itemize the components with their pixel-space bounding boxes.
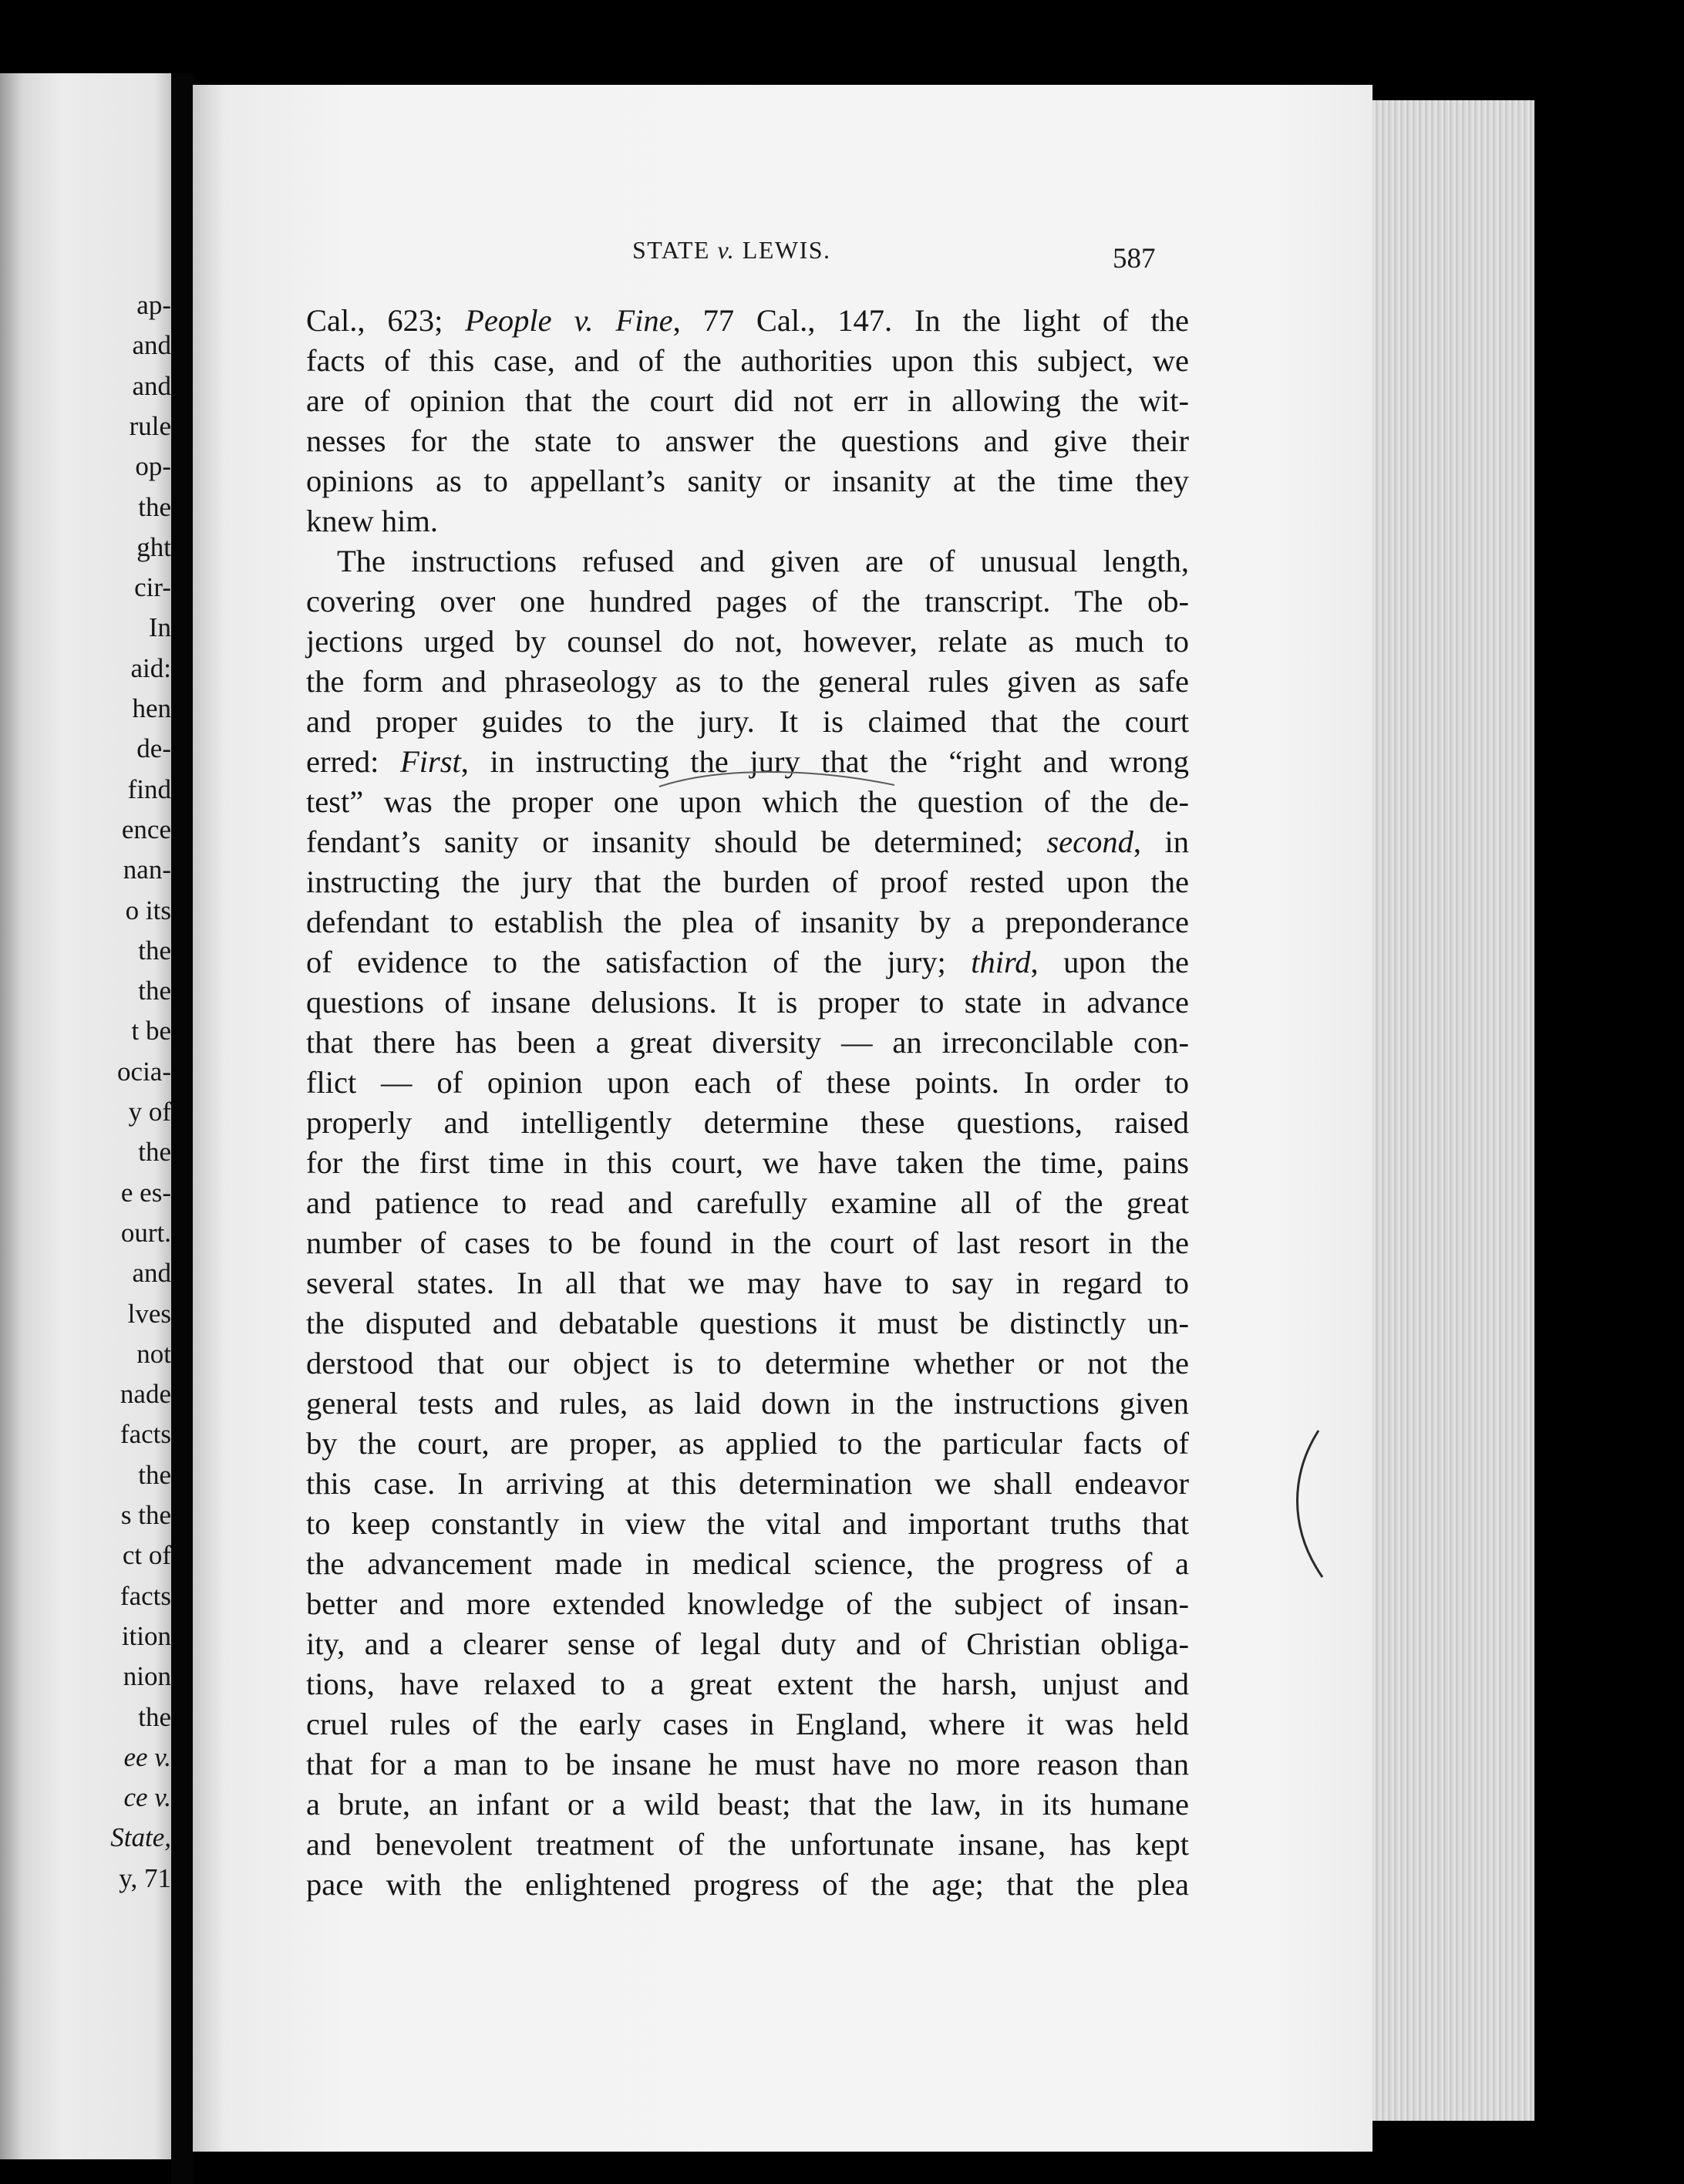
margin-pencil-bracket [1288, 1427, 1334, 1581]
text-line: tions, have relaxed to a great extent the harsh, unjust and [306, 1667, 1189, 1701]
text-line: Cal., 623; People v. Fine, 77 Cal., 147. In the light of the [306, 303, 1189, 338]
left-page-line-fragment: o its [125, 895, 171, 925]
text-line: are of opinion that the court did not err in allowing the wit- [306, 383, 1189, 418]
book-fore-edge [1372, 100, 1542, 2121]
left-page-line-fragment: nion [123, 1661, 171, 1691]
left-page-line-fragment: op- [135, 451, 171, 481]
text-line: and proper guides to the jury. It is claimed that the court [306, 704, 1189, 739]
left-page-line-fragment: the [138, 935, 171, 966]
text-line: opinions as to appellant’s sanity or insanity at the time they [306, 463, 1189, 498]
text-line: defendant to establish the plea of insanity by a preponderance [306, 905, 1189, 939]
text-line: jections urged by counsel do not, however, relate as much to [306, 624, 1189, 659]
left-page-line-fragment: ition [121, 1621, 171, 1651]
left-page-line-fragment: the [138, 976, 171, 1006]
left-page-line-fragment: rule [129, 411, 171, 441]
left-page-line-fragment: not [136, 1339, 171, 1369]
left-page-line-fragment: ocia- [117, 1057, 171, 1087]
left-page-line-fragment: the [138, 1702, 171, 1732]
text-line: for the first time in this court, we have taken the time, pains [306, 1145, 1189, 1180]
text-line: properly and intelligently determine these questions, raised [306, 1105, 1189, 1140]
text-line: pace with the enlightened progress of the age; that the plea [306, 1867, 1189, 1902]
left-page-line-fragment: the [138, 492, 171, 522]
text-line: by the court, are proper, as applied to the particular facts of [306, 1426, 1189, 1461]
left-page-line-fragment: y of [128, 1097, 171, 1127]
text-line: the form and phraseology as to the general rules given as safe [306, 664, 1189, 699]
left-page-line-fragment: facts [120, 1581, 171, 1611]
left-page-line-fragment: y, 71 [119, 1863, 171, 1893]
left-page-line-fragment: ct of [122, 1540, 171, 1570]
left-page-line-fragment: de- [136, 733, 171, 763]
text-line: ity, and a clearer sense of legal duty and of Christian obliga- [306, 1626, 1189, 1661]
text-line: derstood that our object is to determine whether or not the [306, 1346, 1189, 1380]
page-body-text [306, 301, 1189, 1905]
left-page-line-fragment: nade [120, 1379, 171, 1409]
text-line: a brute, an infant or a wild beast; that the law, in its humane [306, 1787, 1189, 1822]
left-page-line-fragment: ce v. [123, 1782, 171, 1812]
left-page-line-fragment: ourt. [120, 1218, 171, 1248]
text-line: several states. In all that we may have to say in regard to [306, 1266, 1189, 1300]
left-page-line-fragment: and [132, 371, 171, 401]
text-line: facts of this case, and of the authorities upon this subject, we [306, 343, 1189, 378]
left-page-line-fragment: aid: [130, 653, 171, 683]
left-page-line-fragment: and [132, 330, 171, 360]
text-line: general tests and rules, as laid down in the instructions given [306, 1386, 1189, 1421]
text-line: this case. In arriving at this determination we shall endeavor [306, 1466, 1189, 1501]
left-page-line-fragment: t be [131, 1016, 171, 1046]
left-page-line-fragment: ap- [136, 290, 171, 320]
left-page-line-fragment: the [138, 1460, 171, 1490]
left-page-line-fragment: hen [132, 693, 171, 723]
left-page-line-fragment: s the [120, 1500, 171, 1530]
text-line: cruel rules of the early cases in England, where it was held [306, 1707, 1189, 1741]
left-page-line-fragment: ence [121, 814, 171, 844]
text-line: number of cases to be found in the court of last resort in the [306, 1225, 1189, 1260]
left-page-line-fragment: State, [110, 1822, 171, 1852]
text-line: instructing the jury that the burden of proof rested upon the [306, 865, 1189, 899]
page-header [193, 231, 1372, 275]
text-line: and patience to read and carefully examine all of the great [306, 1185, 1189, 1220]
text-line: better and more extended knowledge of the subject of insan- [306, 1586, 1189, 1621]
text-line: knew him. [306, 504, 438, 538]
scan-background [1534, 96, 1684, 2132]
text-line: to keep constantly in view the vital and important truths that [306, 1506, 1189, 1541]
text-line: and benevolent treatment of the unfortunate insane, has kept [306, 1827, 1189, 1862]
left-page-line-fragment: ght [136, 532, 171, 562]
left-page-line-fragment: In [148, 612, 171, 642]
book-page [193, 85, 1372, 2152]
text-line: nesses for the state to answer the questions and give their [306, 423, 1189, 458]
left-page-line-fragment: lves [127, 1299, 171, 1329]
text-line: of evidence to the satisfaction of the jury; third, upon the [306, 945, 1189, 979]
text-line: the advancement made in medical science, the progress of a [306, 1546, 1189, 1581]
left-page-line-fragment: ee v. [123, 1742, 171, 1772]
left-page-line-fragment: nan- [123, 854, 171, 885]
text-line: test” was the proper one upon which the question of the de- [306, 784, 1189, 819]
page-number: 587 [1113, 243, 1156, 275]
text-line: flict — of opinion upon each of these points. In order to [306, 1065, 1189, 1100]
left-page-line-fragment: cir- [134, 572, 171, 602]
left-page-line-fragment: find [127, 774, 171, 804]
left-page-line-fragment: and [132, 1258, 171, 1288]
left-page-line-fragment: the [138, 1137, 171, 1167]
text-line: erred: First, in instructing the jury that the “right and wrong [306, 744, 1189, 779]
text-line: covering over one hundred pages of the transcript. The ob- [306, 584, 1189, 618]
left-page-line-fragment: e es- [120, 1178, 171, 1208]
previous-page-fragment [0, 73, 176, 2159]
text-line: the disputed and debatable questions it must be distinctly un- [306, 1306, 1189, 1340]
left-page-line-fragment: facts [120, 1419, 171, 1449]
book-gutter [171, 73, 194, 2184]
text-line: that for a man to be insane he must have no more reason than [306, 1747, 1189, 1781]
paragraph-first-line: The instructions refused and given are of unusual length, [337, 544, 1189, 578]
text-line: questions of insane delusions. It is proper to state in advance [306, 985, 1189, 1020]
text-line: that there has been a great diversity — an irreconcilable con- [306, 1025, 1189, 1060]
pencil-underline-mark [655, 763, 902, 794]
text-line: fendant’s sanity or insanity should be determined; second, in [306, 824, 1189, 859]
running-head: STATE v. LEWIS. [632, 236, 831, 264]
